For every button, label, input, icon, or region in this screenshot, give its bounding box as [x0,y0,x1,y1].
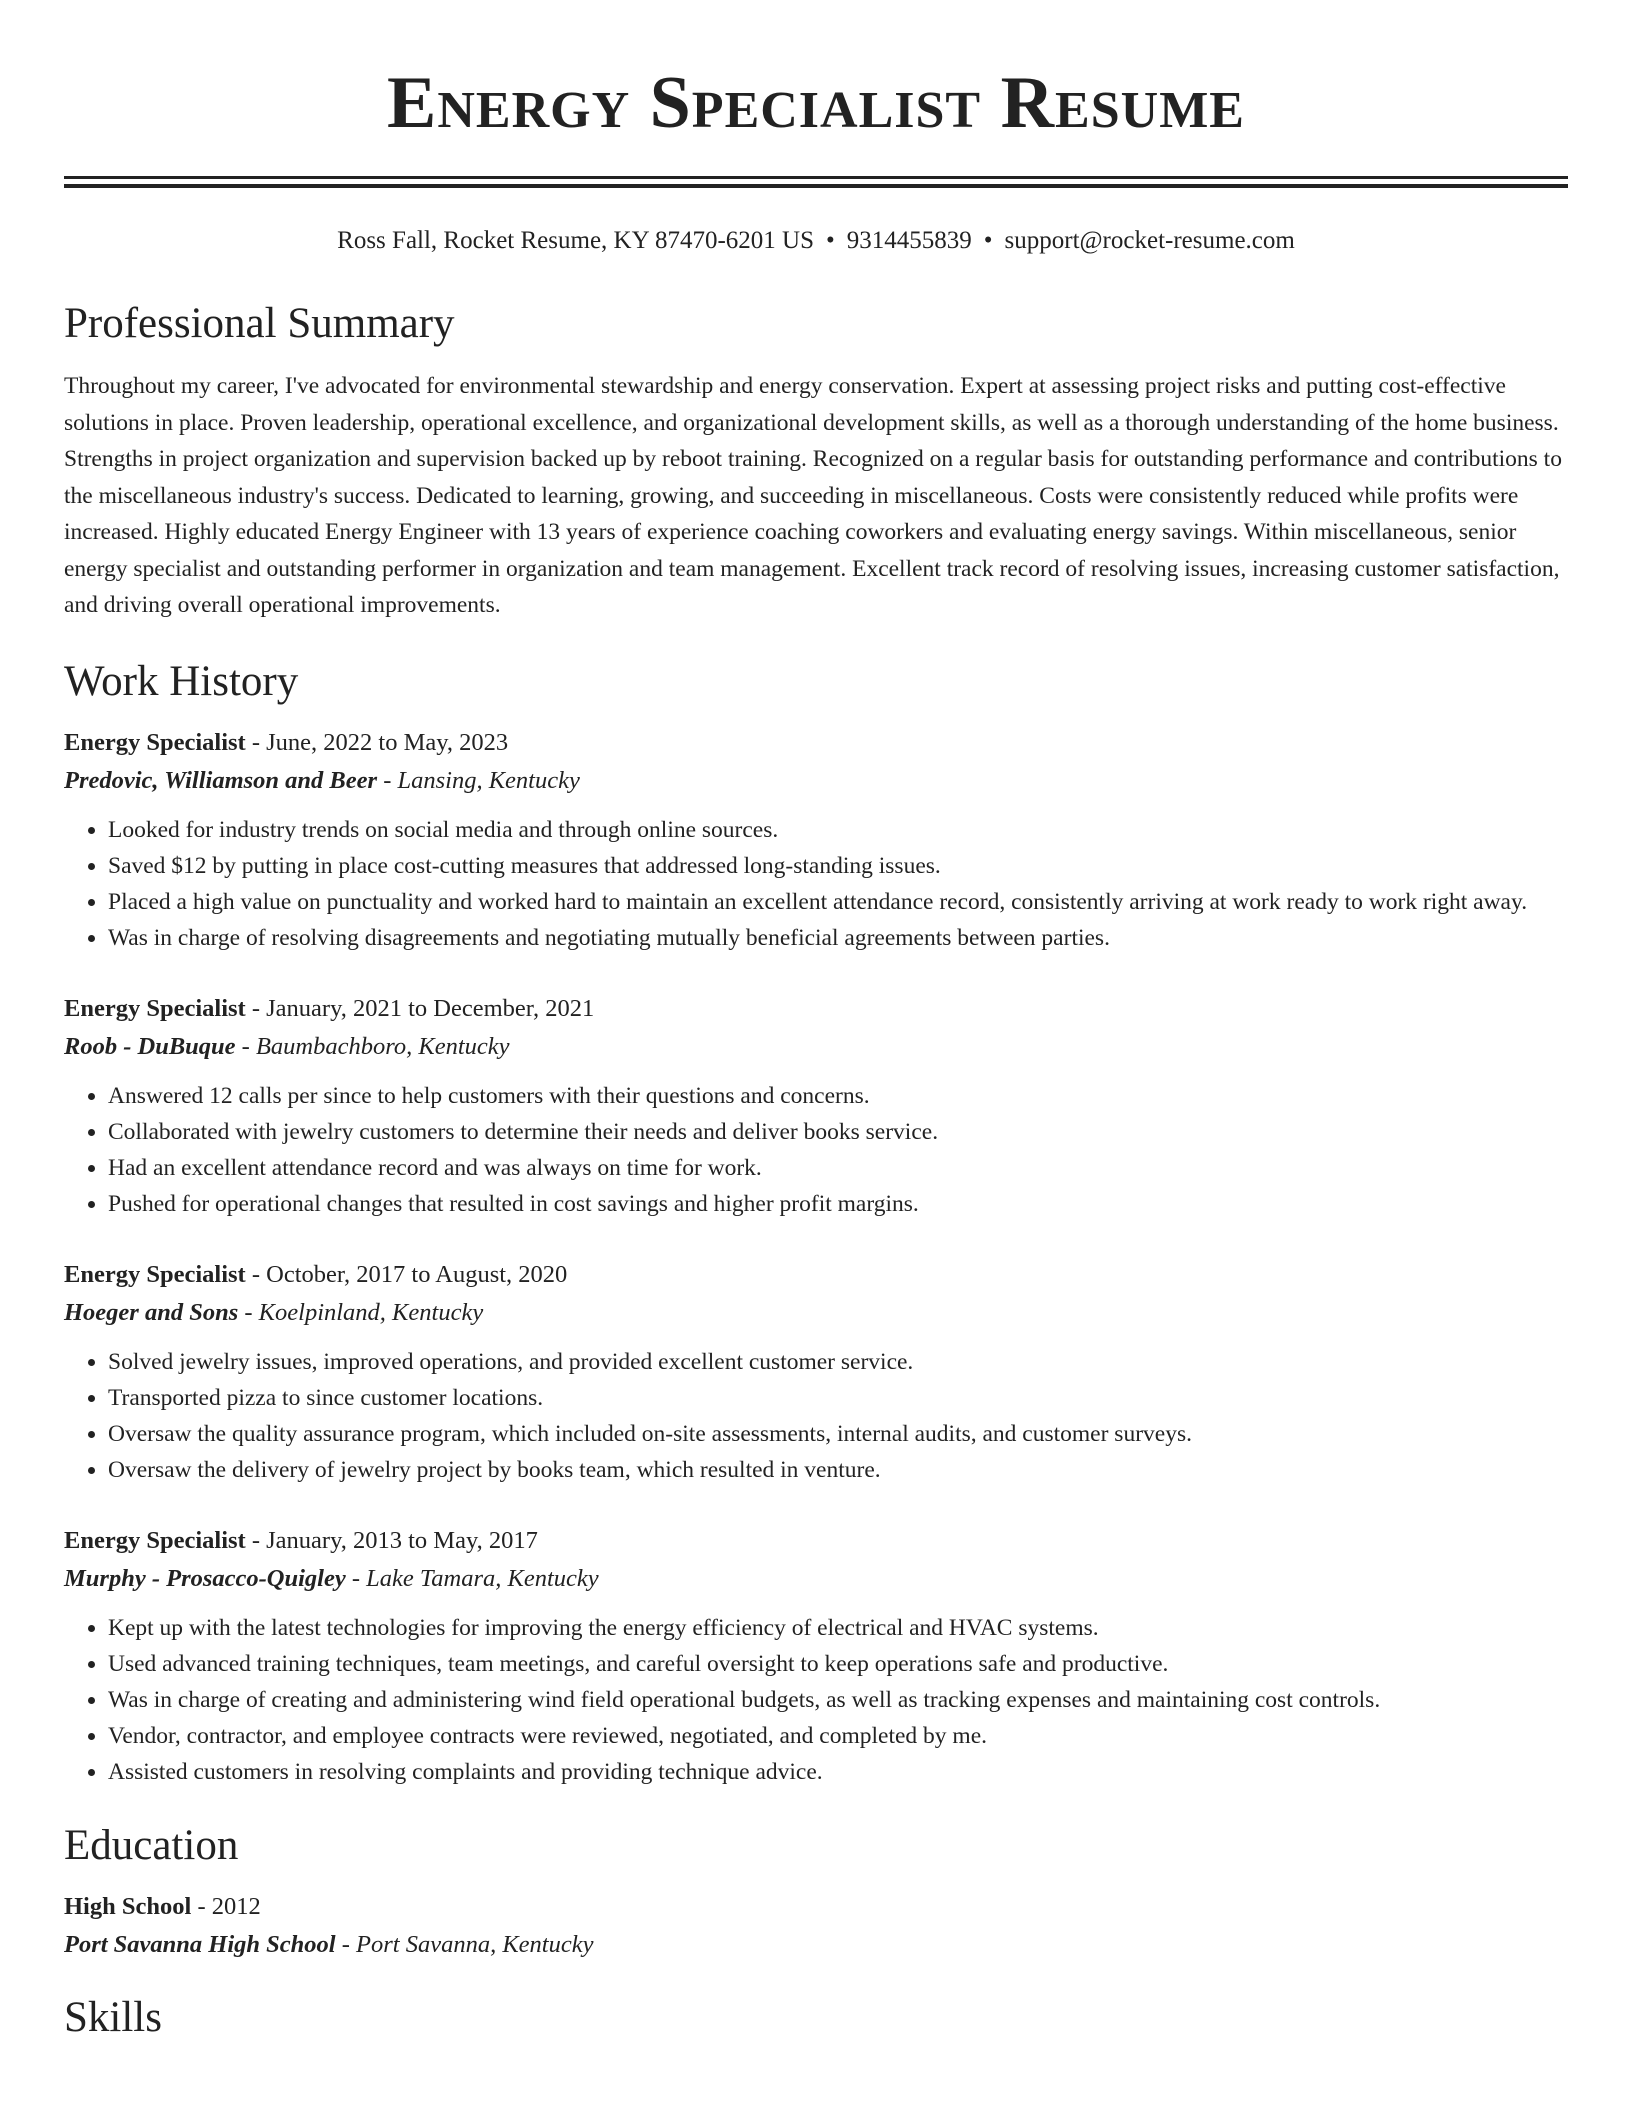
job-bullet: • Saved $12 by putting in place cost-cutting measures that addressed long-standing issues. [108,848,1568,884]
job-company: Roob - DuBuque [64,1032,236,1060]
job-dates: - January, 2013 to May, 2017 [245,1526,538,1554]
job-bullet: • Collaborated with jewelry customers to determine their needs and deliver books service. [108,1114,1568,1150]
title-divider [64,176,1568,188]
job-bullets [64,1610,1568,1790]
education-entry [64,1888,1568,1964]
job-location: - Koelpinland, Kentucky [238,1298,484,1326]
resume-title: Energy Specialist Resume [387,62,1245,144]
contact-address: Ross Fall, Rocket Resume, KY 87470-6201 US [337,227,814,254]
job-location: - Lake Tamara, Kentucky [345,1564,599,1592]
job-company: Hoeger and Sons [64,1298,239,1326]
contact-separator: • [826,227,835,254]
job-entry [64,1256,1568,1488]
job-bullet: • Solved jewelry issues, improved operations, and provided excellent customer service. [108,1344,1568,1380]
job-entry [64,990,1568,1222]
job-company: Murphy - Prosacco-Quigley [64,1564,346,1592]
job-bullet: • Pushed for operational changes that resulted in cost savings and higher profit margins. [108,1186,1568,1222]
job-bullet: • Used advanced training techniques, team meetings, and careful oversight to keep operations safe and productive. [108,1646,1568,1682]
job-bullets [64,1344,1568,1488]
job-company-line [64,1028,1568,1066]
job-bullet: • Was in charge of creating and administering wind field operational budgets, as well as tracking expenses and maintaining cost controls. [108,1682,1568,1718]
job-title-line [64,1256,1568,1294]
education-location: - Port Savanna, Kentucky [335,1930,594,1958]
job-dates: - June, 2022 to May, 2023 [245,728,509,756]
job-entry [64,1522,1568,1790]
education-year: - 2012 [191,1892,261,1920]
job-company: Predovic, Williamson and Beer [64,766,378,794]
job-title: Energy Specialist [64,1260,246,1288]
job-location: - Baumbachboro, Kentucky [235,1032,510,1060]
contact-separator: • [983,227,993,254]
contact-phone: 9314455839 [846,227,972,254]
job-bullet: • Had an excellent attendance record and was always on time for work. [108,1150,1568,1186]
job-title: Energy Specialist [64,994,246,1022]
job-bullet: • Looked for industry trends on social media and through online sources. [108,812,1568,848]
job-bullet: • Was in charge of resolving disagreements and negotiating mutually beneficial agreements between parties. [108,920,1568,956]
job-dates: - October, 2017 to August, 2020 [245,1260,568,1288]
job-company-line [64,1294,1568,1332]
job-title: Energy Specialist [64,728,246,756]
summary-text: Throughout my career, I've advocated for environmental stewardship and energy conservation. Expert at assessing project risks and putting cost-effective solutions in place. Proven leadership, operational excellence, and organizational development skills, as well as a thorough understanding of the home business. Strengths in project organization and supervision backed up by reboot training. Recognized on a regular basis for outstanding performance and contributions to the miscellaneous industry's success. Dedicated to learning, growing, and succeeding in miscellaneous. Costs were consistently reduced while profits were increased. Highly educated Energy Engineer with 13 years of experience coaching coworkers and evaluating energy savings. Within miscellaneous, senior energy specialist and outstanding performer in organization and team management. Excellent track record of resolving issues, increasing customer satisfaction, and driving overall operational improvements. [64,373,1562,618]
job-bullet: • Oversaw the quality assurance program, which included on-site assessments, internal audits, and customer surveys. [108,1416,1568,1452]
contact-email: support@rocket-resume.com [1004,227,1295,254]
contact-line [64,224,1568,258]
job-bullet: • Vendor, contractor, and employee contracts were reviewed, negotiated, and completed by me. [108,1718,1568,1754]
work-history-heading: Work History [64,657,299,705]
job-title-line [64,1522,1568,1560]
job-bullets [64,812,1568,956]
job-bullet: • Placed a high value on punctuality and worked hard to maintain an excellent attendance record, consistently arriving at work ready to work right away. [108,884,1568,920]
skills-heading: Skills [64,1993,162,2041]
education-degree-line [64,1888,1568,1926]
job-bullet: • Assisted customers in resolving complaints and providing technique advice. [108,1754,1568,1790]
job-dates: - January, 2021 to December, 2021 [245,994,595,1022]
job-bullet: • Oversaw the delivery of jewelry project by books team, which resulted in venture. [108,1452,1568,1488]
job-company-line [64,1560,1568,1598]
job-location: - Lansing, Kentucky [377,766,580,794]
job-company-line [64,762,1568,800]
education-school-line [64,1926,1568,1964]
job-bullet: • Answered 12 calls per since to help customers with their questions and concerns. [108,1078,1568,1114]
job-title-line [64,990,1568,1028]
job-entry [64,724,1568,956]
job-bullet: • Transported pizza to since customer locations. [108,1380,1568,1416]
job-bullet: • Kept up with the latest technologies for improving the energy efficiency of electrical and HVAC systems. [108,1610,1568,1646]
job-title: Energy Specialist [64,1526,246,1554]
summary-heading: Professional Summary [64,300,455,347]
education-degree: High School [64,1892,192,1920]
job-title-line [64,724,1568,762]
job-bullets [64,1078,1568,1222]
education-school: Port Savanna High School [64,1930,336,1958]
education-heading: Education [64,1821,239,1869]
